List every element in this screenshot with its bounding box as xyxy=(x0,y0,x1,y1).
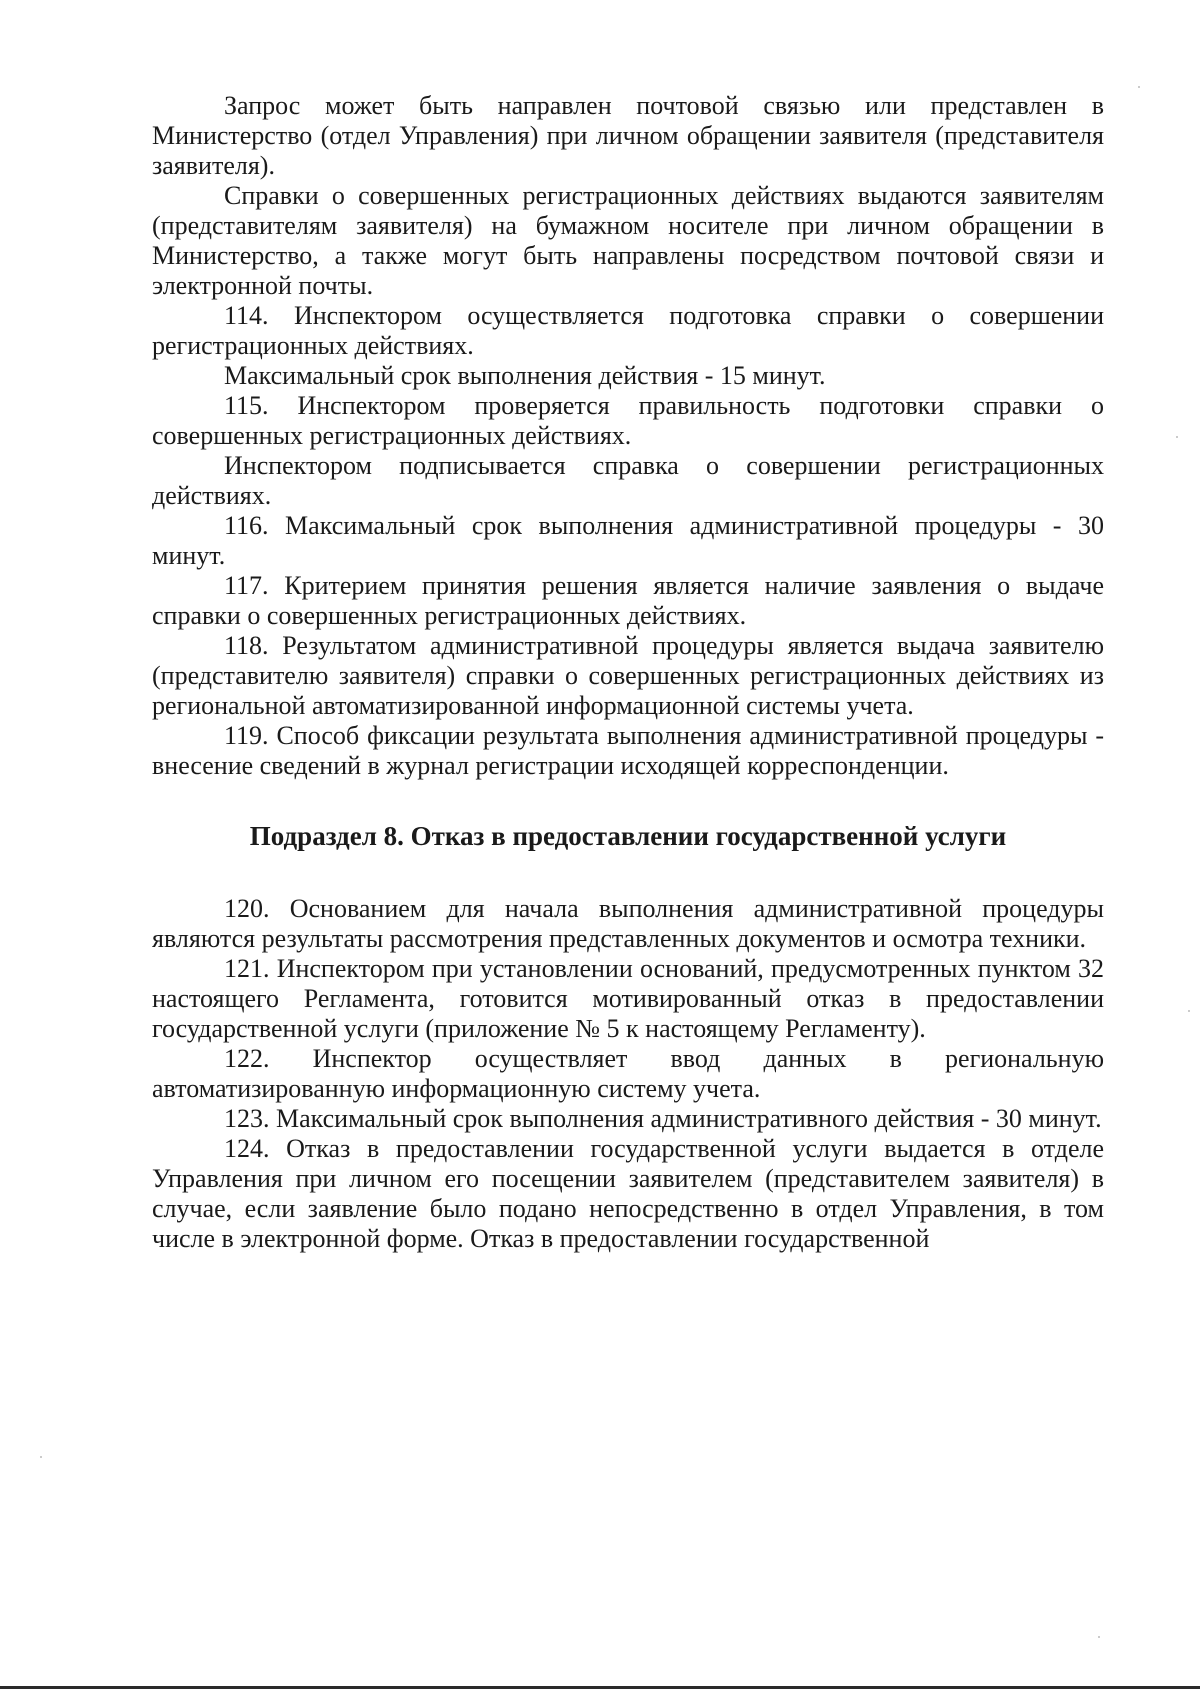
paragraph-124: 124. Отказ в предоставлении государственной услуги выдается в отделе Управления при личном его посещении заявителем (представителем заявителя) в случае, если заявление было подано непосредственно в отдел Управления, в том числе в электронной форме. Отказ в предоставлении государственной xyxy=(152,1134,1104,1253)
paragraph-115: 115. Инспектором проверяется правильность подготовки справки о совершенных регистрационных действиях. xyxy=(152,391,1104,450)
scan-speck xyxy=(1138,86,1140,88)
paragraph-signing: Инспектором подписывается справка о совершении регистрационных действиях. xyxy=(152,451,1104,510)
paragraph-123: 123. Максимальный срок выполнения административного действия - 30 минут. xyxy=(224,1104,1102,1133)
paragraph-114: 114. Инспектором осуществляется подготовка справки о совершении регистрационных действиях. xyxy=(152,301,1104,360)
document-body xyxy=(152,91,1104,1254)
paragraph-max-time-15: Максимальный срок выполнения действия - 15 минут. xyxy=(224,361,826,390)
paragraph-request-delivery: Запрос может быть направлен почтовой связью или представлен в Министерство (отдел Управления) при личном обращении заявителя (представителя заявителя). xyxy=(152,91,1104,180)
paragraph-122: 122. Инспектор осуществляет ввод данных в региональную автоматизированную информационную систему учета. xyxy=(152,1044,1104,1103)
paragraph-120: 120. Основанием для начала выполнения административной процедуры являются результаты рассмотрения представленных документов и осмотра техники. xyxy=(152,894,1104,953)
section-heading: Подраздел 8. Отказ в предоставлении государственной услуги xyxy=(249,821,1007,851)
page-bottom-rule xyxy=(0,1686,1200,1689)
paragraph-116: 116. Максимальный срок выполнения административной процедуры - 30 минут. xyxy=(152,511,1104,570)
paragraph-121: 121. Инспектором при установлении оснований, предусмотренных пунктом 32 настоящего Регламента, готовится мотивированный отказ в предоставлении государственной услуги (приложение № 5 к настоящему Регламенту). xyxy=(152,954,1104,1043)
paragraph-118: 118. Результатом административной процедуры является выдача заявителю (представителю заявителя) справки о совершенных регистрационных действиях из региональной автоматизированной информационной системы учета. xyxy=(152,631,1104,720)
scan-speck xyxy=(1098,1636,1100,1638)
scan-speck xyxy=(40,1456,42,1458)
paragraph-117: 117. Критерием принятия решения является наличие заявления о выдаче справки о совершенных регистрационных действиях. xyxy=(152,571,1104,630)
paragraph-certificates-issue: Справки о совершенных регистрационных действиях выдаются заявителям (представителям заявителя) на бумажном носителе при личном обращении в Министерство, а также могут быть направлены посредством почтовой связи и электронной почты. xyxy=(152,181,1104,300)
paragraph-119: 119. Способ фиксации результата выполнения административной процедуры - внесение сведений в журнал регистрации исходящей корреспонденции. xyxy=(152,721,1104,780)
scan-speck xyxy=(1188,1010,1190,1012)
scan-speck xyxy=(1176,436,1178,438)
